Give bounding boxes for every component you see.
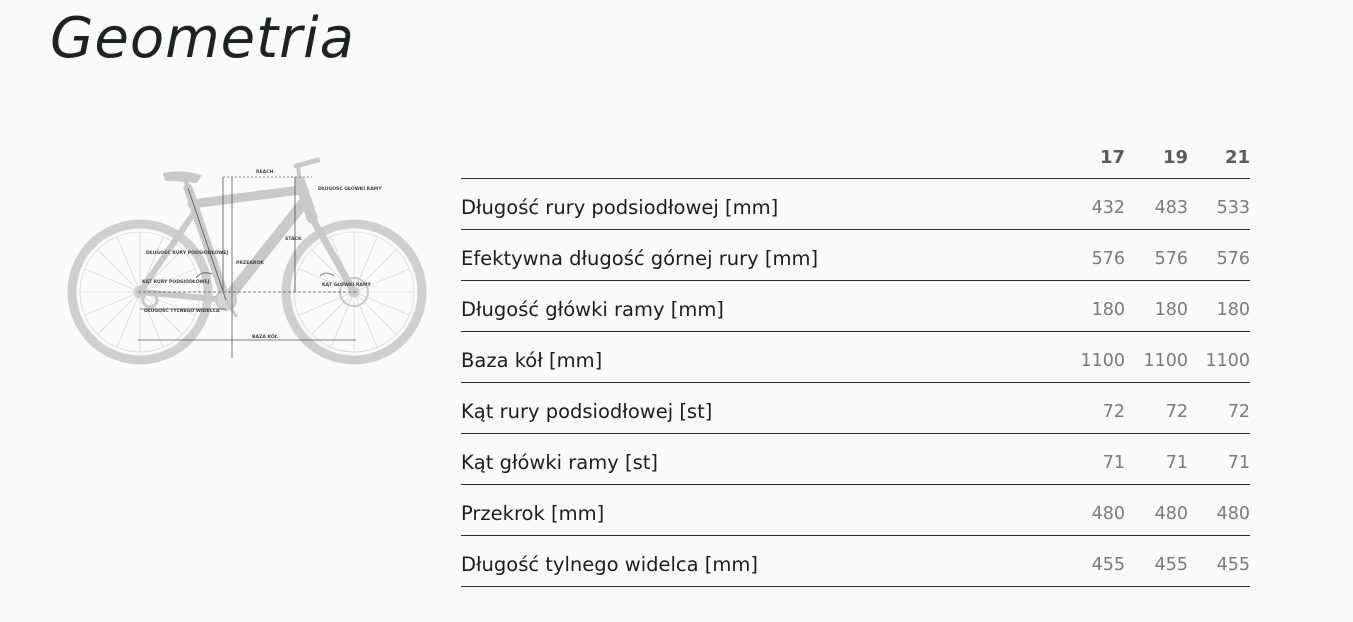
row-label: Przekrok [mm] xyxy=(461,502,605,525)
cell-value: 72 xyxy=(1165,402,1188,422)
page-title: Geometria xyxy=(50,6,355,71)
diagram-label-wheelbase: BAZA KÓŁ xyxy=(252,335,278,340)
cell-value: 1100 xyxy=(1080,351,1125,371)
diagram-label-head-tube-length: DŁUGOŚĆ GŁÓWKI RAMY xyxy=(318,187,382,192)
table-header xyxy=(461,137,1250,179)
diagram-label-head-tube-angle: KĄT GŁÓWKI RAMY xyxy=(322,283,371,288)
cell-value: 480 xyxy=(1091,504,1125,524)
cell-value: 71 xyxy=(1227,453,1250,473)
cell-value: 576 xyxy=(1091,249,1125,269)
row-label: Kąt rury podsiodłowej [st] xyxy=(461,400,713,423)
cell-value: 480 xyxy=(1154,504,1188,524)
cell-value: 72 xyxy=(1227,402,1250,422)
cell-value: 1100 xyxy=(1143,351,1188,371)
cell-value: 72 xyxy=(1102,402,1125,422)
size-header-17: 17 xyxy=(1099,147,1125,168)
row-label: Długość główki ramy [mm] xyxy=(461,298,724,321)
cell-value: 576 xyxy=(1216,249,1250,269)
diagram-label-stack: STACK xyxy=(285,237,302,242)
cell-value: 455 xyxy=(1154,555,1188,575)
size-header-19: 19 xyxy=(1162,147,1188,168)
geometry-table xyxy=(461,137,1250,587)
cell-value: 533 xyxy=(1216,198,1250,218)
table-row xyxy=(461,434,1250,485)
table-row xyxy=(461,332,1250,383)
bike-frame xyxy=(140,160,354,316)
cell-value: 432 xyxy=(1091,198,1125,218)
size-header-21: 21 xyxy=(1224,147,1250,168)
table-row xyxy=(461,383,1250,434)
diagram-label-reach: REACH xyxy=(256,170,274,175)
table-row xyxy=(461,179,1250,230)
table-row xyxy=(461,230,1250,281)
bike-geometry-diagram xyxy=(50,130,432,365)
cell-value: 576 xyxy=(1154,249,1188,269)
cell-value: 71 xyxy=(1165,453,1188,473)
row-label: Długość rury podsiodłowej [mm] xyxy=(461,196,779,219)
cell-value: 1100 xyxy=(1205,351,1250,371)
cell-value: 455 xyxy=(1091,555,1125,575)
cell-value: 483 xyxy=(1154,198,1188,218)
row-label: Kąt główki ramy [st] xyxy=(461,451,659,474)
cell-value: 180 xyxy=(1091,300,1125,320)
cell-value: 480 xyxy=(1216,504,1250,524)
diagram-label-standover: PRZEKROK xyxy=(236,261,264,266)
table-row xyxy=(461,485,1250,536)
cell-value: 71 xyxy=(1102,453,1125,473)
table-row xyxy=(461,536,1250,587)
diagram-label-seat-angle: KĄT RURY PODSIODŁOWEJ xyxy=(142,280,210,285)
row-label: Efektywna długość górnej rury [mm] xyxy=(461,247,819,270)
cell-value: 455 xyxy=(1216,555,1250,575)
row-label: Długość tylnego widelca [mm] xyxy=(461,553,759,576)
diagram-label-seat-tube: DŁUGOŚĆ RURY PODSIODŁOWEJ xyxy=(146,251,229,256)
diagram-label-chainstay: DŁUGOŚĆ TYLNEGO WIDELCA xyxy=(144,309,220,314)
cell-value: 180 xyxy=(1154,300,1188,320)
table-row xyxy=(461,281,1250,332)
cell-value: 180 xyxy=(1216,300,1250,320)
row-label: Baza kół [mm] xyxy=(461,349,603,372)
